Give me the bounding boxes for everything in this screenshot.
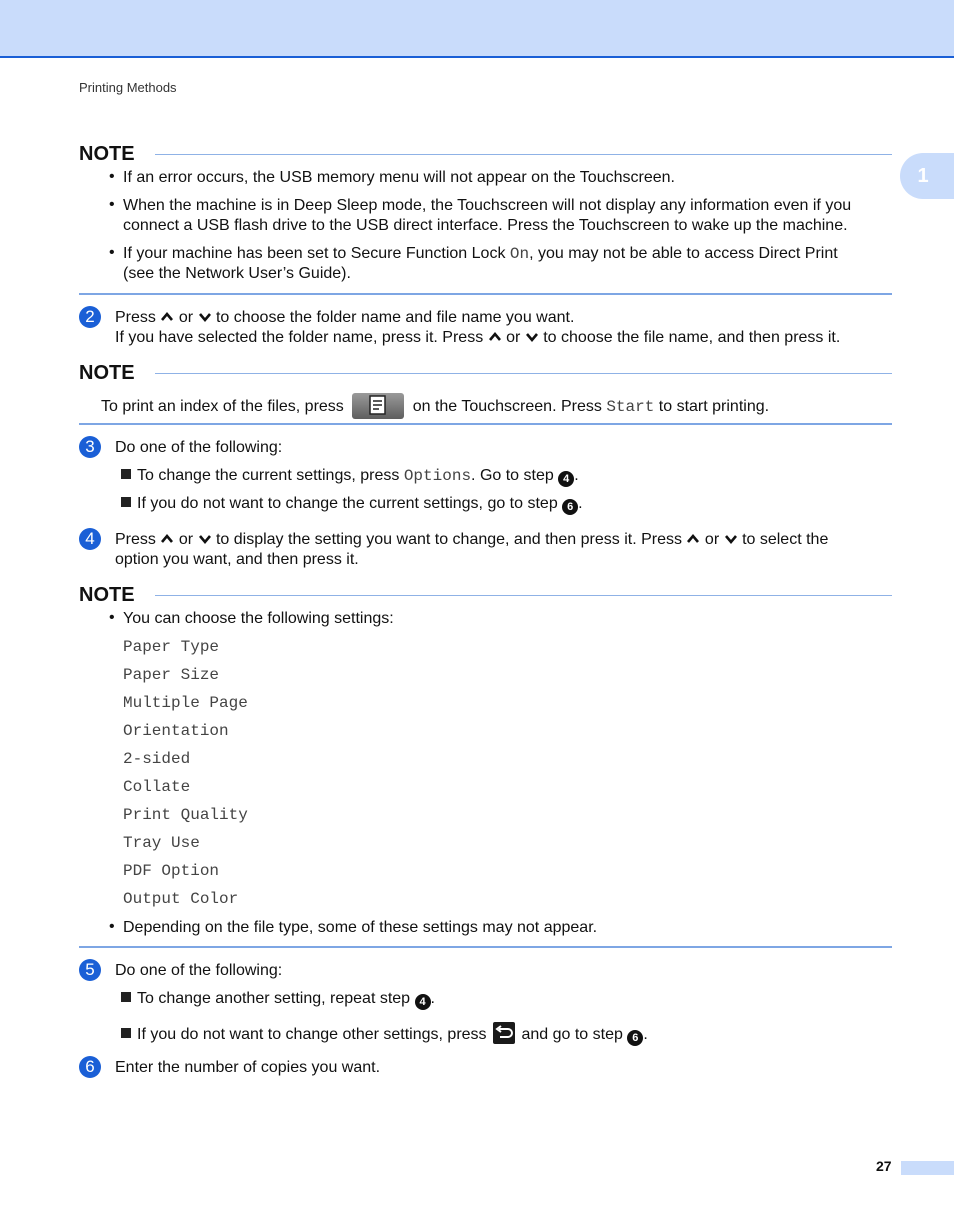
square-bullet xyxy=(121,469,131,479)
mono-options: Options xyxy=(403,467,472,485)
setting-item: PDF Option xyxy=(123,862,220,880)
step-number: 4 xyxy=(79,528,101,550)
note-rule xyxy=(155,373,892,374)
setting-item: Paper Type xyxy=(123,638,220,656)
setting-item: Print Quality xyxy=(123,806,248,824)
note-bullet-text: If an error occurs, the USB memory menu will not appear on the Touchscreen. xyxy=(123,169,675,186)
section-header: Printing Methods xyxy=(79,80,177,95)
note-title: NOTE xyxy=(79,143,135,165)
note-bullet-text: When the machine is in Deep Sleep mode, the Touchscreen will not display any information even if you xyxy=(123,197,852,214)
setting-item: Output Color xyxy=(123,890,239,908)
chevron-up-icon xyxy=(160,311,174,323)
mono-on: On xyxy=(509,245,530,263)
chevron-down-icon xyxy=(198,311,212,323)
step-text: Press or to display the setting you want to change, and then press it. Press or to select the xyxy=(115,531,829,548)
step-ref: 6 xyxy=(627,1030,643,1046)
step-text: Do one of the following: xyxy=(115,962,283,979)
option-item: To change another setting, repeat step 4 . xyxy=(121,989,435,1010)
page-number: 27 xyxy=(876,1158,892,1174)
chevron-down-icon xyxy=(198,533,212,545)
note-rule xyxy=(155,595,892,596)
setting-item: Paper Size xyxy=(123,666,220,684)
note-rule xyxy=(155,154,892,155)
bullet: • xyxy=(109,168,115,185)
option-item: To change the current settings, press Options. Go to step 4 . xyxy=(121,466,579,487)
chevron-up-icon xyxy=(488,331,502,343)
setting-item: Tray Use xyxy=(123,834,200,852)
chevron-down-icon xyxy=(724,533,738,545)
note-bullet-text: connect a USB flash drive to the USB direct interface. Press the Touchscreen to wake up the machine. xyxy=(123,217,848,234)
step-ref: 4 xyxy=(558,471,574,487)
bullet: • xyxy=(109,244,115,261)
step-text: If you have selected the folder name, press it. Press or to choose the file name, and then press it. xyxy=(115,329,841,346)
step-number: 2 xyxy=(79,306,101,328)
setting-item: Multiple Page xyxy=(123,694,248,712)
note-bullet-text: You can choose the following settings: xyxy=(123,610,394,627)
step-ref: 4 xyxy=(415,994,431,1010)
step-number: 6 xyxy=(79,1056,101,1078)
note-title: NOTE xyxy=(79,584,135,606)
step-number: 3 xyxy=(79,436,101,458)
bullet: • xyxy=(109,918,115,935)
note-bullet-text: (see the Network User’s Guide). xyxy=(123,265,351,282)
setting-item: Collate xyxy=(123,778,191,796)
bullet: • xyxy=(109,609,115,626)
chevron-up-icon xyxy=(686,533,700,545)
setting-item: Orientation xyxy=(123,722,229,740)
file-index-icon xyxy=(352,393,404,419)
note-bullet-text: Depending on the file type, some of these settings may not appear. xyxy=(123,919,598,936)
step-text: option you want, and then press it. xyxy=(115,551,359,568)
back-icon xyxy=(493,1022,515,1044)
page-bar xyxy=(901,1161,954,1175)
note-end-rule xyxy=(79,293,892,295)
bullet: • xyxy=(109,196,115,213)
option-item: If you do not want to change the current settings, go to step 6 . xyxy=(121,494,583,515)
note-end-rule xyxy=(79,946,892,948)
step-ref: 6 xyxy=(562,499,578,515)
setting-item: 2-sided xyxy=(123,750,191,768)
step-text: Press or to choose the folder name and file name you want. xyxy=(115,309,575,326)
top-band xyxy=(0,0,954,58)
chevron-up-icon xyxy=(160,533,174,545)
note-end-rule xyxy=(79,423,892,425)
option-item: If you do not want to change other settings, press and go to step 6 . xyxy=(121,1022,648,1046)
mono-start: Start xyxy=(606,398,655,416)
square-bullet xyxy=(121,1028,131,1038)
step-text: Enter the number of copies you want. xyxy=(115,1059,381,1076)
step-text: Do one of the following: xyxy=(115,439,283,456)
note-title: NOTE xyxy=(79,362,135,384)
chevron-down-icon xyxy=(525,331,539,343)
square-bullet xyxy=(121,992,131,1002)
note-bullet-text: If your machine has been set to Secure Function Lock On, you may not be able to access Direct Print xyxy=(123,245,838,263)
chapter-tab: 1 xyxy=(900,153,954,199)
step-number: 5 xyxy=(79,959,101,981)
square-bullet xyxy=(121,497,131,507)
note-text: To print an index of the files, press on the Touchscreen. Press Start to start printing. xyxy=(101,393,769,419)
